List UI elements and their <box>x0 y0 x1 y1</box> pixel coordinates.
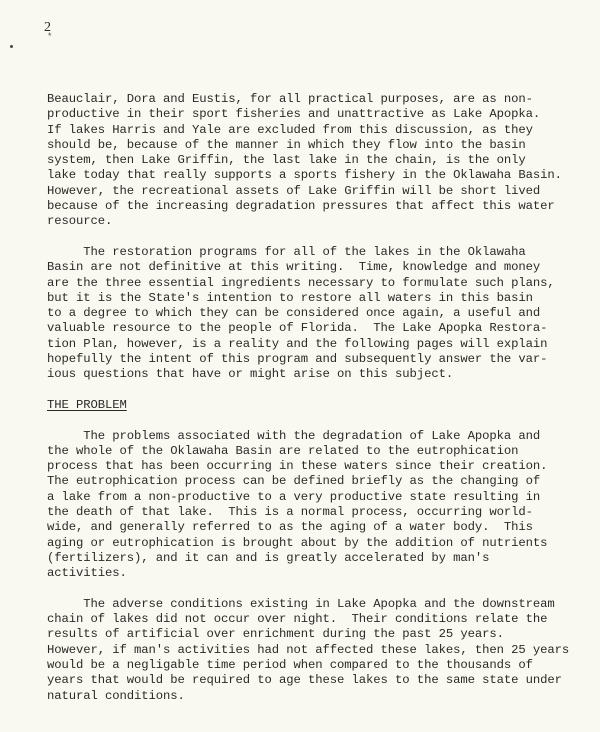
text-line: activities. <box>47 566 127 581</box>
text-line: natural conditions. <box>47 688 185 703</box>
text-line: lake today that really supports a sports fishery in the Oklawaha Basin. <box>47 168 562 183</box>
text-line: Basin are not definitive at this writing. Time, knowledge and money <box>47 260 541 275</box>
paragraph-3 <box>47 429 587 582</box>
text-line: The problems associated with the degradation of Lake Apopka and <box>47 428 541 443</box>
text-line: system, then Lake Griffin, the last lake in the chain, is the only <box>47 153 526 168</box>
paragraph-1 <box>47 92 587 230</box>
text-line: If lakes Harris and Yale are excluded from this discussion, as they <box>47 122 533 137</box>
paragraph-gap <box>47 383 587 398</box>
text-line: would be a negligable time period when compared to the thousands of <box>47 657 533 672</box>
text-line: tion Plan, however, is a reality and the following pages will explain <box>47 336 548 351</box>
text-line: process that has been occurring in these waters since their creation. <box>47 459 548 474</box>
text-line: (fertilizers), and it can and is greatly accelerated by man's <box>47 550 490 565</box>
text-line: resource. <box>47 214 113 229</box>
text-line: the whole of the Oklawaha Basin are related to the eutrophication <box>47 443 519 458</box>
text-line: However, if man's activities had not affected these lakes, then 25 years <box>47 642 570 657</box>
text-line: The restoration programs for all of the lakes in the Oklawaha <box>47 244 526 259</box>
text-line: hopefully the intent of this program and subsequently answer the var- <box>47 352 548 367</box>
text-line: chain of lakes did not occur over night. Their conditions relate the <box>47 612 548 627</box>
stray-dot <box>10 45 13 48</box>
text-line: Beauclair, Dora and Eustis, for all practical purposes, are as non- <box>47 92 533 106</box>
text-line: a lake from a non-productive to a very productive state resulting in <box>47 489 541 504</box>
page-mark: * <box>47 32 53 42</box>
paragraph-gap <box>47 582 587 597</box>
text-line: the death of that lake. This is a normal process, occurring world- <box>47 505 533 520</box>
text-line: The adverse conditions existing in Lake Apopka and the downstream <box>47 596 555 611</box>
text-line: ious questions that have or might arise on this subject. <box>47 367 454 382</box>
text-line: but it is the State's intention to restore all waters in this basin <box>47 290 533 305</box>
text-line: The eutrophication process can be defined briefly as the changing of <box>47 474 541 489</box>
text-line: valuable resource to the people of Florida. The Lake Apopka Restora- <box>47 321 548 336</box>
text-line: results of artificial over enrichment during the past 25 years. <box>47 627 504 642</box>
text-line: However, the recreational assets of Lake Griffin will be short lived <box>47 183 541 198</box>
text-line: are the three essential ingredients necessary to formulate such plans, <box>47 275 555 290</box>
text-line: productive in their sport fisheries and unattractive as Lake Apopka. <box>47 107 541 122</box>
section-heading: THE PROBLEM <box>47 397 127 412</box>
text-line: years that would be required to age these lakes to the same state under <box>47 673 562 688</box>
text-line: because of the increasing degradation pressures that affect this water <box>47 199 555 214</box>
paragraph-gap <box>47 230 587 245</box>
paragraph-gap <box>47 413 587 428</box>
text-line: aging or eutrophication is brought about by the addition of nutrients <box>47 535 548 550</box>
page-number: 2 <box>44 20 51 35</box>
body-text <box>47 92 587 704</box>
text-line: should be, because of the manner in which they flow into the basin <box>47 137 526 152</box>
paragraph-4 <box>47 597 587 704</box>
text-line: wide, and generally referred to as the aging of a water body. This <box>47 520 533 535</box>
text-line: to a degree to which they can be considered once again, a useful and <box>47 306 541 321</box>
paragraph-2 <box>47 245 587 383</box>
